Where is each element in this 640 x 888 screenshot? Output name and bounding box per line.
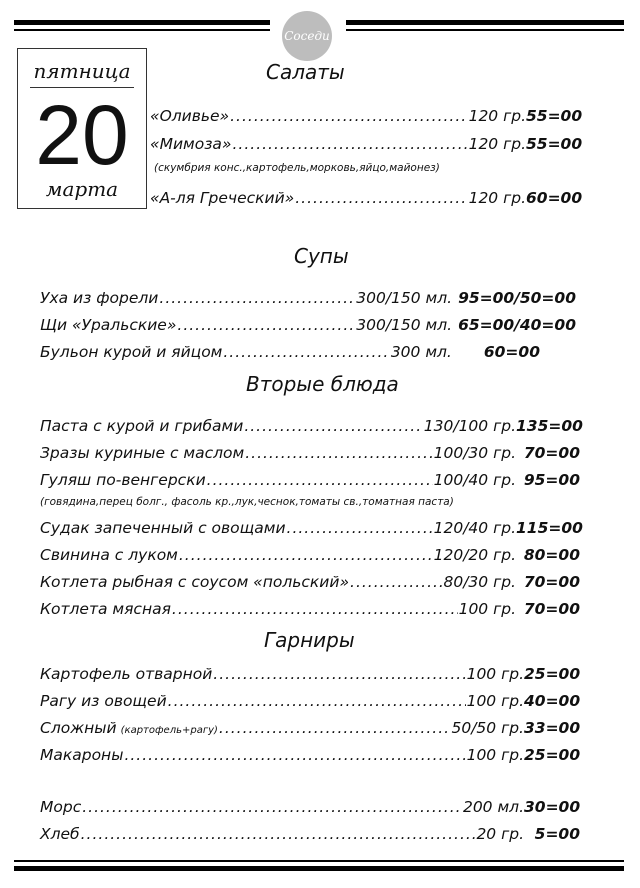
item-name: «Мимоза» xyxy=(150,135,232,153)
section-title-soups: Супы xyxy=(294,244,349,268)
menu-item xyxy=(40,662,580,686)
item-name: Свинина с луком xyxy=(40,546,178,564)
item-price: 95=00/50=00 xyxy=(458,289,576,307)
date-box xyxy=(17,48,147,209)
menu-item xyxy=(40,570,580,594)
date-month: марта xyxy=(45,177,119,201)
item-dots xyxy=(233,132,468,156)
item-qty: 120 гр. xyxy=(468,189,526,207)
item-dots xyxy=(295,186,467,210)
bottom-rule-thick xyxy=(14,866,624,871)
item-dots xyxy=(82,795,462,819)
menu-item xyxy=(150,186,582,210)
item-qty: 130/100 гр. xyxy=(423,417,516,435)
item-price: 80=00 xyxy=(523,546,580,564)
item-qty: 120 гр. xyxy=(468,135,526,153)
item-price: 70=00 xyxy=(523,573,580,591)
item-ingredients-note: (говядина,перец болг., фасоль кр.,лук,чеснок,томаты св.,томатная паста) xyxy=(40,496,454,508)
item-qty: 100/30 гр. xyxy=(433,444,516,462)
menu-item xyxy=(40,414,583,438)
item-dots xyxy=(207,468,433,492)
menu-item xyxy=(40,597,580,621)
item-dots xyxy=(159,286,355,310)
item-price: 25=00 xyxy=(524,746,581,764)
menu-item xyxy=(40,716,580,740)
item-price: 70=00 xyxy=(523,444,580,462)
item-price: 115=00 xyxy=(516,519,583,537)
menu-item xyxy=(150,104,582,128)
item-name: Морс xyxy=(40,798,82,816)
item-name: Гуляш по-венгерски xyxy=(40,471,206,489)
menu-item xyxy=(40,543,580,567)
item-price: 95=00 xyxy=(523,471,580,489)
item-price: 55=00 xyxy=(526,135,583,153)
item-price: 65=00/40=00 xyxy=(458,316,576,334)
item-qty: 120/20 гр. xyxy=(433,546,516,564)
menu-item xyxy=(40,516,583,540)
item-qty: 300/150 мл. xyxy=(356,289,453,307)
item-price: 33=00 xyxy=(524,719,581,737)
item-qty: 80/30 гр. xyxy=(443,573,516,591)
item-qty: 100 гр. xyxy=(458,600,516,618)
top-rule-right-thin xyxy=(346,29,624,31)
item-name: Судак запеченный с овощами xyxy=(40,519,286,537)
item-dots xyxy=(219,716,451,740)
item-dots xyxy=(168,689,466,713)
item-qty: 50/50 гр. xyxy=(451,719,524,737)
menu-item xyxy=(40,286,576,310)
item-price: 60=00 xyxy=(526,189,583,207)
menu-item xyxy=(40,468,580,492)
item-price: 70=00 xyxy=(523,600,580,618)
item-note: (картофель+рагу) xyxy=(120,725,218,736)
item-name: Бульон курой и яйцом xyxy=(40,343,223,361)
date-weekday: пятница xyxy=(33,59,131,83)
item-name: Котлета мясная xyxy=(40,600,171,618)
item-price: 135=00 xyxy=(516,417,583,435)
item-name: Рагу из овощей xyxy=(40,692,167,710)
item-name: Котлета рыбная с соусом «польский» xyxy=(40,573,350,591)
item-qty: 100/40 гр. xyxy=(433,471,516,489)
menu-item xyxy=(40,689,580,713)
item-dots xyxy=(179,543,433,567)
section-title-mains: Вторые блюда xyxy=(246,372,399,396)
item-qty: 100 гр. xyxy=(466,692,524,710)
item-dots xyxy=(287,516,433,540)
top-rule-right-thick xyxy=(346,20,624,25)
menu-item xyxy=(40,743,580,767)
item-qty: 120/40 гр. xyxy=(433,519,516,537)
top-rule-left-thick xyxy=(14,20,270,25)
item-dots xyxy=(172,597,458,621)
item-price: 25=00 xyxy=(524,665,581,683)
item-qty: 120 гр. xyxy=(468,107,526,125)
logo-text: Соседи xyxy=(284,29,330,43)
item-name: Сложный xyxy=(40,719,117,737)
item-name: «А-ля Греческий» xyxy=(150,189,295,207)
restaurant-logo xyxy=(282,11,332,61)
item-dots xyxy=(124,743,465,767)
item-price: 55=00 xyxy=(526,107,583,125)
item-price: 30=00 xyxy=(524,798,581,816)
item-qty: 100 гр. xyxy=(466,746,524,764)
item-dots xyxy=(81,822,476,846)
item-dots xyxy=(223,340,389,364)
item-ingredients-note: (скумбрия конс.,картофель,морковь,яйцо,майонез) xyxy=(154,162,440,174)
item-dots xyxy=(177,313,355,337)
item-qty: 100 гр. xyxy=(466,665,524,683)
item-qty: 200 мл. xyxy=(462,798,524,816)
item-name: Паста с курой и грибами xyxy=(40,417,244,435)
menu-item xyxy=(40,340,540,364)
bottom-rule-thin xyxy=(14,860,624,862)
item-dots xyxy=(230,104,467,128)
item-name: Щи «Уральские» xyxy=(40,316,177,334)
item-name: Уха из форели xyxy=(40,289,159,307)
item-qty: 300/150 мл. xyxy=(356,316,453,334)
item-name: «Оливье» xyxy=(150,107,230,125)
item-dots xyxy=(350,570,442,594)
date-day: 20 xyxy=(35,88,129,182)
section-title-salads: Салаты xyxy=(266,60,345,84)
item-qty: 20 гр. xyxy=(476,825,524,843)
item-dots xyxy=(213,662,465,686)
menu-item xyxy=(40,313,576,337)
item-price: 5=00 xyxy=(534,825,580,843)
menu-item xyxy=(40,795,580,819)
item-name: Зразы куриные с маслом xyxy=(40,444,245,462)
menu-item xyxy=(40,822,580,846)
item-price: 60=00 xyxy=(483,343,540,361)
item-name: Макароны xyxy=(40,746,124,764)
section-title-sides: Гарниры xyxy=(264,628,355,652)
item-qty: 300 мл. xyxy=(390,343,452,361)
menu-item xyxy=(40,441,580,465)
top-rule-left-thin xyxy=(14,29,270,31)
item-dots xyxy=(244,414,422,438)
item-name: Хлеб xyxy=(40,825,80,843)
item-price: 40=00 xyxy=(524,692,581,710)
item-name: Картофель отварной xyxy=(40,665,213,683)
menu-item xyxy=(150,132,582,156)
item-dots xyxy=(245,441,432,465)
